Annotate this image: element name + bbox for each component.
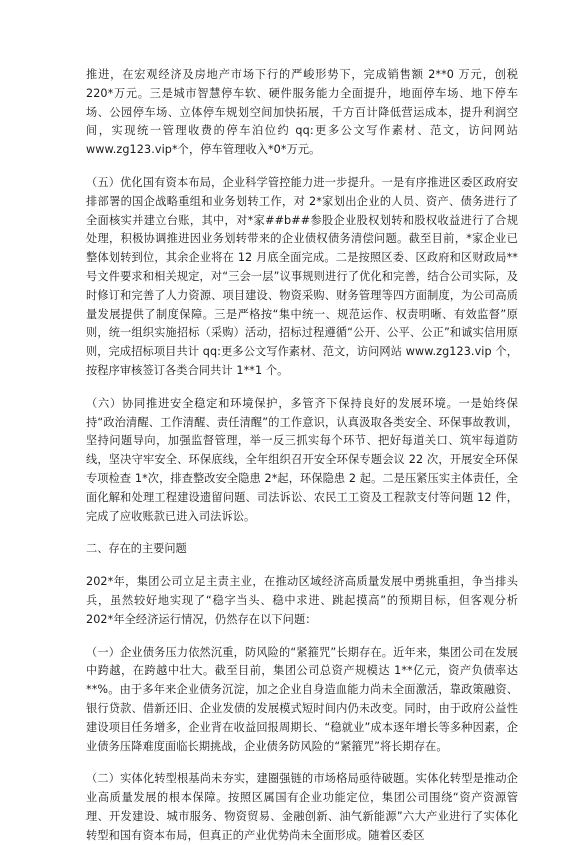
section-heading-problems: 二、存在的主要问题 [86, 542, 187, 556]
paragraph-intro-problems: 202*年，集团公司立足主责主业，在推动区域经济高质量发展中勇挑重担，争当排头兵，虽然较好地实现了“稳字当头、稳中求进、跳起摸高”的预期目标，但客观分析 202*年全经济运行情况，仍然存在以下问题： [86, 575, 518, 626]
paragraph-debt-pressure: （一）企业债务压力依然沉重，防风险的“紧箍咒”长期存在。近年来，集团公司在发展中跨越，在跨越中壮大。截至目前，集团公司总资产规模达 1**亿元，资产负债率达**%。由于多年来企业债务沉淀，加之企业自身造血能力尚未全面激活，靠政策融资、银行贷款、借新还旧、企业发债的发展模式短时间内仍未改变。同时，由于政府公益性建设项目任务增多，企业背在收益回报周期长、“稳就业”成本逐年增长等多种因素，企业债务压降难度面临长期挑战，企业债务防风险的“紧箍咒”将长期存在。 [86, 645, 518, 753]
paragraph-capital-layout: （五）优化国有资本布局，企业科学管控能力进一步提升。一是有序推进区委区政府安排部署的国企战略重组和业务划转工作，对 2*家划出企业的人员、资产、债务进行了全面核实并建立台账，其中，对*家##b##参股企业股权划转和股权收益进行了合规处理，积极协调推进因业务划转带来的企业债权债务清偿问题。截至目前，*家企业已整体划转到位，其余企业将在 12 月底全面完成。二是按照区委、区政府和区财政局**号文件要求和相关规定，对“三会一层”议事规则进行了优化和完善，结合公司实际，及时修订和完善了人力资源、项目建设、物资采购、财务管理等四方面制度，为公司高质量发展提供了制度保障。三是严格按“集中统一、规范运作、权责明晰、有效监督”原则，统一组织实施招标（采购）活动，招标过程遵循“公开、公平、公正”和诚实信用原则，完成招标项目共计 qq:更多公文写作素材、范文，访问网站 www.zg123.vip 个，按程序审核签订各类合同共计 1**1 个。 [86, 175, 518, 377]
paragraph-safety-environment: （六）协同推进安全稳定和环境保护，多管齐下保持良好的发展环境。一是始终保持“政治清醒、工作清醒、责任清醒”的工作意识，认真汲取各类安全、环保事故教训，坚持问题导向，加强监督管理，举一反三抓实每个环节、把好每道关口、筑牢每道防线，坚决守牢安全、环保底线，全年组织召开安全环保专题会议 22 次，开展安全环保专项检查 1*次，排查整改安全隐患 2*起，环保隐患 2 起。二是压紧压实主体责任，全面化解和处理工程建设遗留问题、司法诉讼、农民工工资及工程款支付等问题 12 件，完成了应收账款已进入司法诉讼。 [86, 396, 518, 523]
paragraph-parking-revenue: 推进，在宏观经济及房地产市场下行的严峻形势下，完成销售额 2**0 万元，创税 220*万元。三是城市智慧停车软、硬件服务能力全面提升，地面停车场、地下停车场、公园停车场、立体停车规划空间加快拓展，千方百计降低营运成本，提升利润空间，实现统一管理收费的停车泊位约 qq:更多公文写作素材、范文，访问网站 www.zg123.vip*个，停车管理收入*0*万元。 [86, 68, 518, 157]
paragraph-transformation: （二）实体化转型根基尚未夯实，建圈强链的市场格局亟待破题。实体化转型是推动企业高质量发展的根本保障。按照区属国有企业功能定位，集团公司围绕“资产资源管理、开发建设、城市服务、物资贸易、金融创新、油气新能源”六大产业进行了实体化转型和国有资本布局，但真正的产业优势尚未全面形成。随着区委区 [86, 772, 518, 842]
